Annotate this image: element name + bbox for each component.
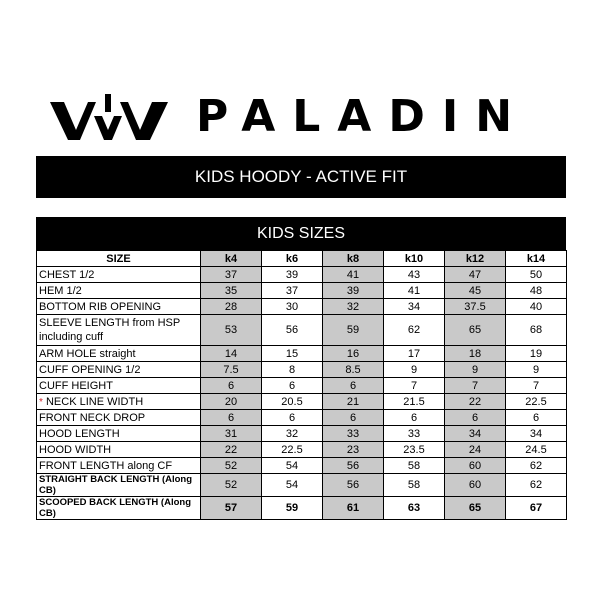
- table-cell: 68: [506, 315, 567, 346]
- section-title: KIDS SIZES: [36, 217, 566, 250]
- brand-wordmark: PALADIN: [196, 91, 530, 142]
- table-cell: 40: [506, 299, 567, 315]
- row-label: ARM HOLE straight: [37, 346, 201, 362]
- table-cell: 39: [323, 283, 384, 299]
- table-cell: 56: [262, 315, 323, 346]
- table-cell: 56: [323, 474, 384, 497]
- column-header: k12: [445, 251, 506, 267]
- table-cell: 48: [506, 283, 567, 299]
- table-cell: 31: [201, 426, 262, 442]
- column-header: k14: [506, 251, 567, 267]
- table-cell: 9: [384, 362, 445, 378]
- table-cell: 6: [262, 410, 323, 426]
- table-cell: 33: [384, 426, 445, 442]
- table-cell: 22.5: [506, 394, 567, 410]
- table-cell: 6: [262, 378, 323, 394]
- table-cell: 34: [445, 426, 506, 442]
- table-cell: 18: [445, 346, 506, 362]
- table-cell: 7.5: [201, 362, 262, 378]
- table-cell: 23.5: [384, 442, 445, 458]
- column-header: k8: [323, 251, 384, 267]
- table-cell: 50: [506, 267, 567, 283]
- table-cell: 17: [384, 346, 445, 362]
- table-cell: 65: [445, 497, 506, 520]
- column-header: k4: [201, 251, 262, 267]
- table-cell: 62: [506, 474, 567, 497]
- table-cell: 58: [384, 474, 445, 497]
- table-cell: 22.5: [262, 442, 323, 458]
- row-label: HOOD WIDTH: [37, 442, 201, 458]
- table-row: [37, 299, 567, 315]
- table-cell: 14: [201, 346, 262, 362]
- table-cell: 24: [445, 442, 506, 458]
- column-header: k6: [262, 251, 323, 267]
- row-label: SLEEVE LENGTH from HSP including cuff: [37, 315, 201, 346]
- table-cell: 56: [323, 458, 384, 474]
- table-cell: 39: [262, 267, 323, 283]
- table-cell: 54: [262, 474, 323, 497]
- table-cell: 15: [262, 346, 323, 362]
- table-cell: 34: [384, 299, 445, 315]
- brand-logo: [50, 92, 570, 142]
- table-cell: 6: [445, 410, 506, 426]
- table-cell: 33: [323, 426, 384, 442]
- table-cell: 63: [384, 497, 445, 520]
- table-cell: 7: [445, 378, 506, 394]
- size-header: SIZE: [37, 251, 201, 267]
- table-cell: 35: [201, 283, 262, 299]
- table-cell: 41: [384, 283, 445, 299]
- table-cell: 16: [323, 346, 384, 362]
- table-cell: 60: [445, 458, 506, 474]
- row-label: STRAIGHT BACK LENGTH (Along CB): [37, 474, 201, 497]
- table-row: [37, 497, 567, 520]
- table-cell: 47: [445, 267, 506, 283]
- table-row: [37, 474, 567, 497]
- table-cell: 23: [323, 442, 384, 458]
- table-cell: 59: [323, 315, 384, 346]
- table-cell: 24.5: [506, 442, 567, 458]
- table-row: [37, 442, 567, 458]
- table-cell: 37: [262, 283, 323, 299]
- table-cell: 60: [445, 474, 506, 497]
- row-label: HOOD LENGTH: [37, 426, 201, 442]
- table-cell: 7: [384, 378, 445, 394]
- row-label: [37, 394, 201, 410]
- table-row: [37, 283, 567, 299]
- paladin-mark-icon: [50, 94, 168, 140]
- table-cell: 7: [506, 378, 567, 394]
- table-cell: 65: [445, 315, 506, 346]
- table-cell: 43: [384, 267, 445, 283]
- table-cell: 28: [201, 299, 262, 315]
- row-label: FRONT NECK DROP: [37, 410, 201, 426]
- table-cell: 67: [506, 497, 567, 520]
- table-cell: 6: [506, 410, 567, 426]
- table-row: [37, 346, 567, 362]
- table-row: [37, 410, 567, 426]
- row-label: HEM 1/2: [37, 283, 201, 299]
- table-cell: 8.5: [323, 362, 384, 378]
- table-row: [37, 267, 567, 283]
- table-row: [37, 378, 567, 394]
- table-cell: 9: [445, 362, 506, 378]
- table-cell: 20: [201, 394, 262, 410]
- table-cell: 61: [323, 497, 384, 520]
- table-cell: 21.5: [384, 394, 445, 410]
- table-cell: 59: [262, 497, 323, 520]
- row-label: CUFF OPENING 1/2: [37, 362, 201, 378]
- row-label: BOTTOM RIB OPENING: [37, 299, 201, 315]
- table-cell: 37.5: [445, 299, 506, 315]
- row-label: SCOOPED BACK LENGTH (Along CB): [37, 497, 201, 520]
- table-cell: 62: [384, 315, 445, 346]
- size-chart-table: [36, 250, 567, 520]
- table-row: [37, 315, 567, 346]
- table-cell: 41: [323, 267, 384, 283]
- table-cell: 34: [506, 426, 567, 442]
- table-row: [37, 394, 567, 410]
- table-cell: 52: [201, 474, 262, 497]
- table-cell: 8: [262, 362, 323, 378]
- table-cell: 58: [384, 458, 445, 474]
- table-cell: 6: [201, 378, 262, 394]
- table-cell: 6: [323, 378, 384, 394]
- table-cell: 19: [506, 346, 567, 362]
- table-cell: 32: [323, 299, 384, 315]
- table-cell: 45: [445, 283, 506, 299]
- row-label-text: NECK LINE WIDTH: [45, 395, 144, 408]
- column-header: k10: [384, 251, 445, 267]
- table-cell: 57: [201, 497, 262, 520]
- table-header-row: [37, 251, 567, 267]
- table-cell: 21: [323, 394, 384, 410]
- marker-asterisk: *: [39, 396, 43, 408]
- table-cell: 62: [506, 458, 567, 474]
- table-cell: 54: [262, 458, 323, 474]
- table-cell: 9: [506, 362, 567, 378]
- table-cell: 52: [201, 458, 262, 474]
- row-label: CUFF HEIGHT: [37, 378, 201, 394]
- table-cell: 53: [201, 315, 262, 346]
- table-row: [37, 426, 567, 442]
- table-cell: 22: [201, 442, 262, 458]
- table-cell: 6: [201, 410, 262, 426]
- table-cell: 6: [384, 410, 445, 426]
- table-cell: 22: [445, 394, 506, 410]
- page-title: KIDS HOODY - ACTIVE FIT: [36, 156, 566, 198]
- table-cell: 32: [262, 426, 323, 442]
- table-cell: 6: [323, 410, 384, 426]
- table-cell: 20.5: [262, 394, 323, 410]
- table-row: [37, 362, 567, 378]
- table-cell: 37: [201, 267, 262, 283]
- row-label: CHEST 1/2: [37, 267, 201, 283]
- row-label: FRONT LENGTH along CF: [37, 458, 201, 474]
- table-cell: 30: [262, 299, 323, 315]
- table-row: [37, 458, 567, 474]
